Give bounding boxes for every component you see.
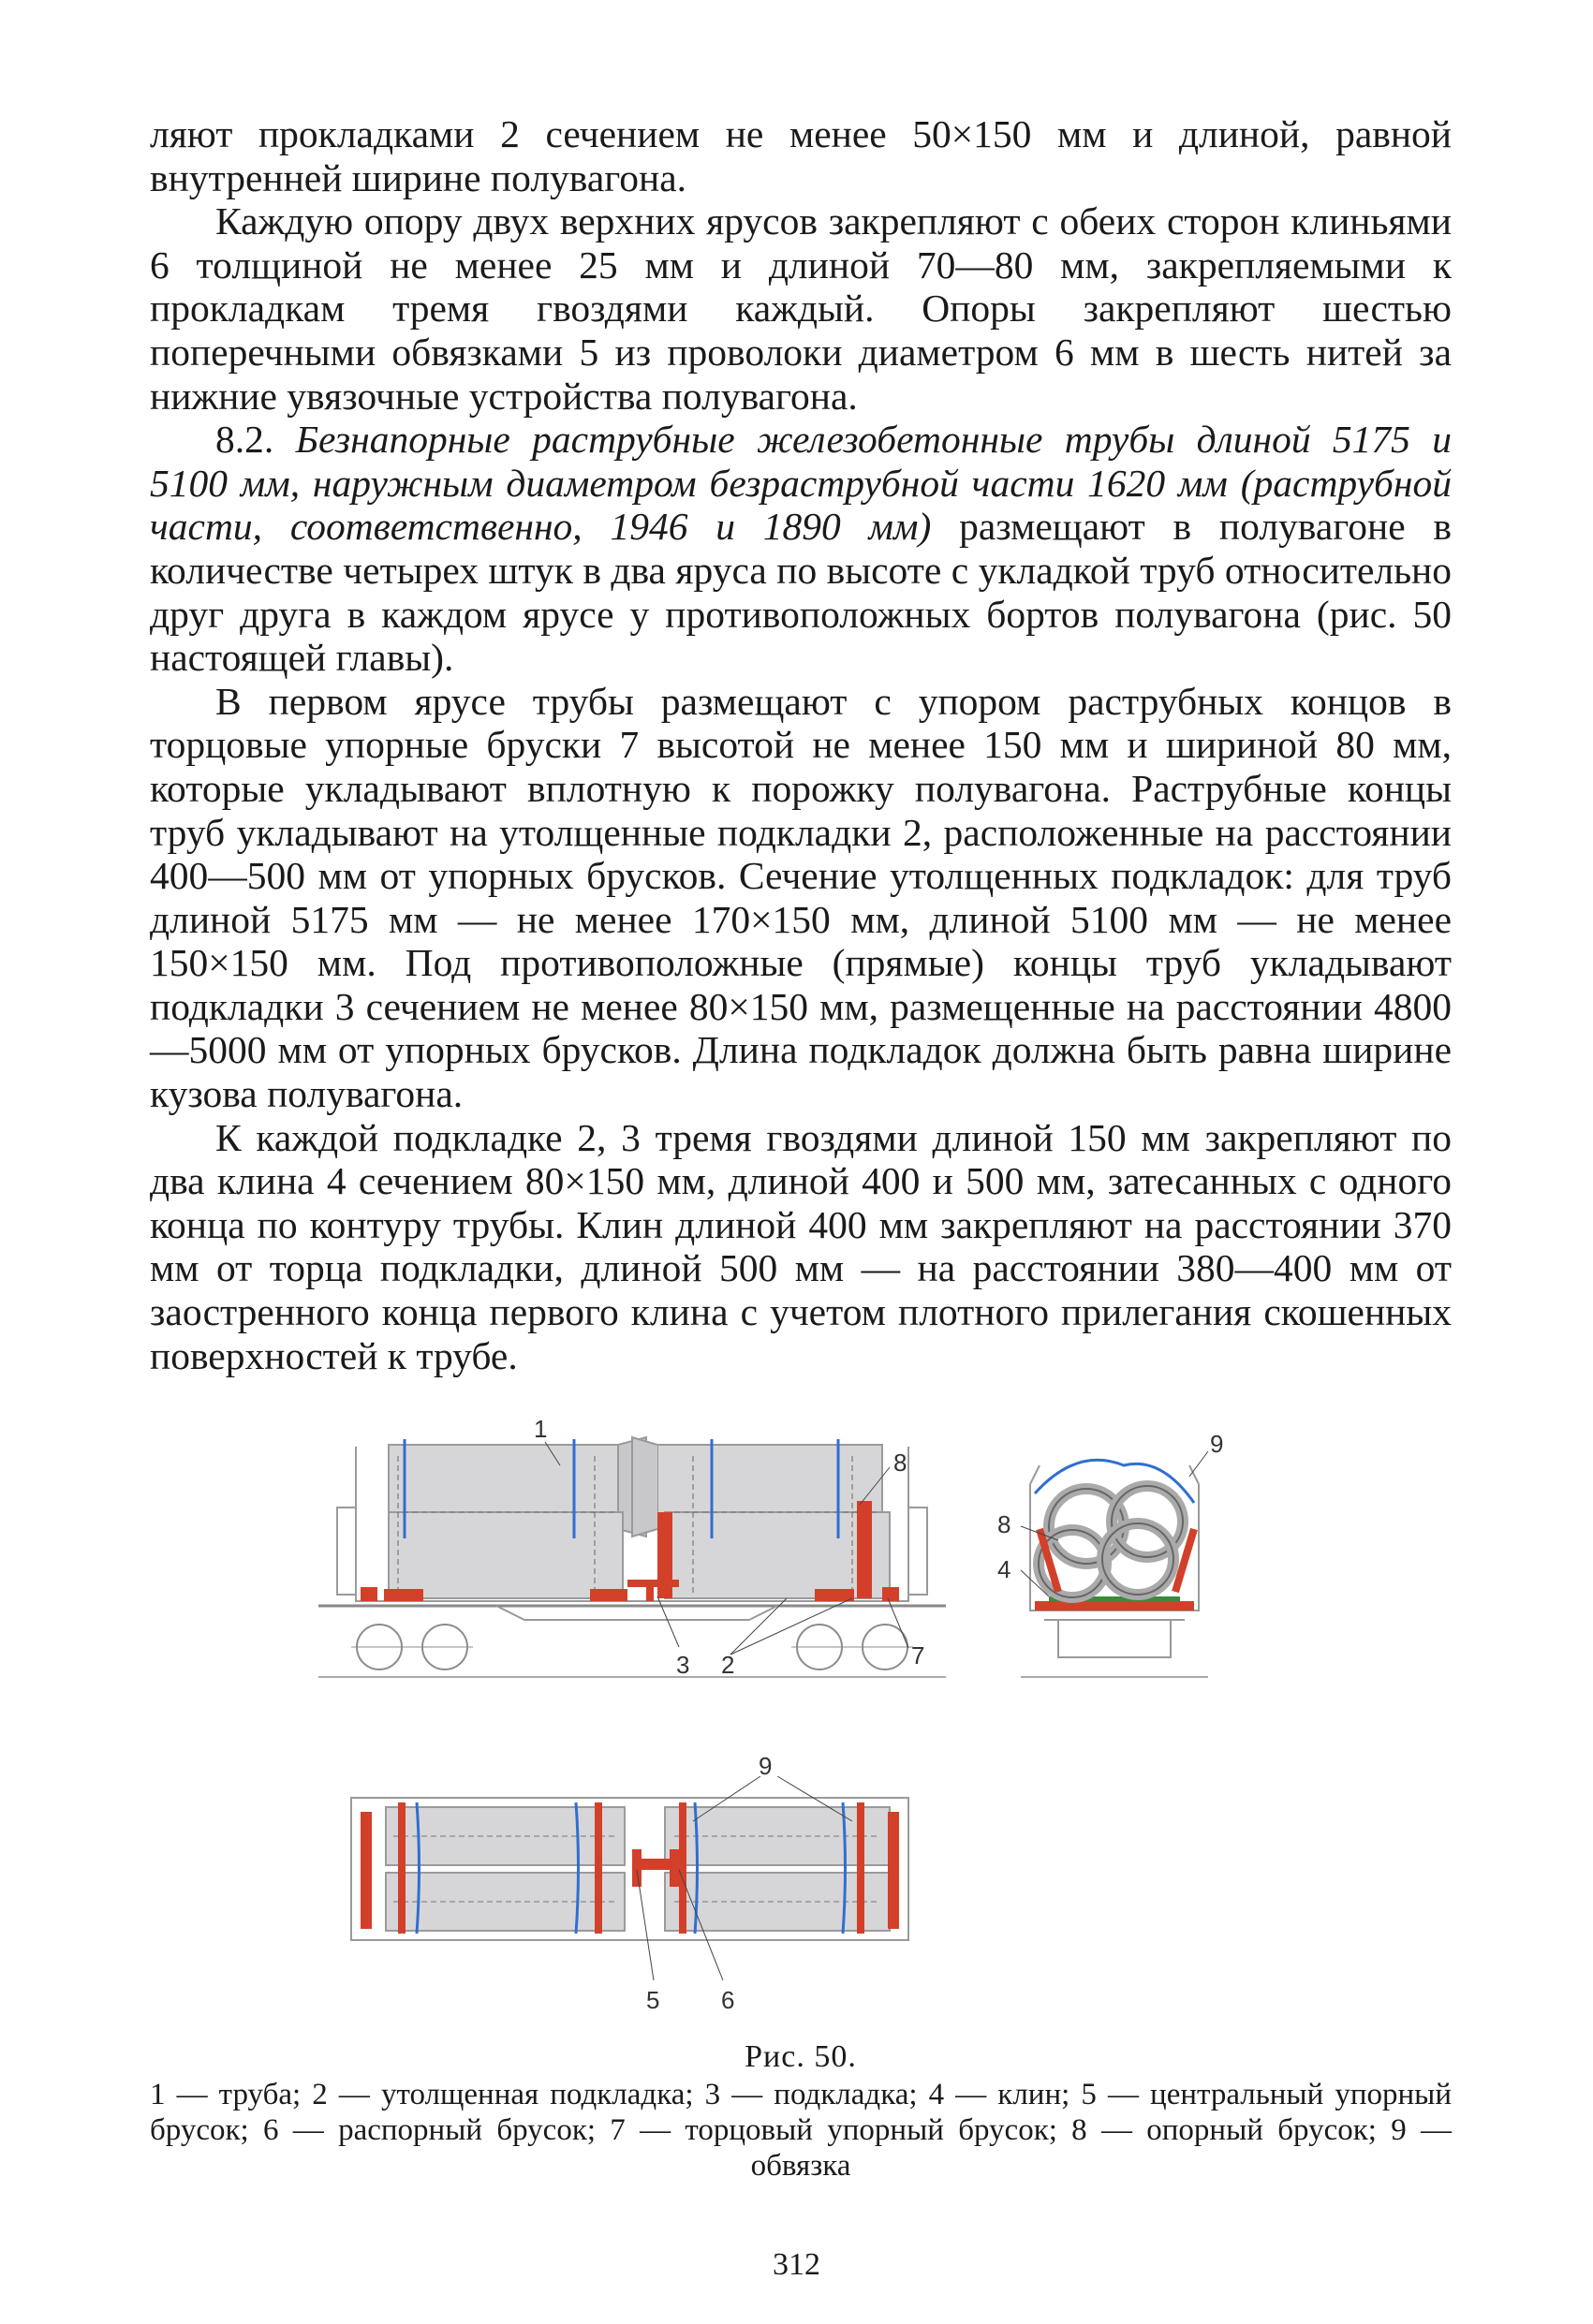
figure-caption <box>150 2039 1452 2184</box>
pipe-lower-left <box>389 1512 623 1598</box>
label-6: 6 <box>721 1986 735 2014</box>
label-1: 1 <box>534 1419 548 1443</box>
caption-title: Рис. 50. <box>745 2039 857 2074</box>
label-9-plan: 9 <box>759 1752 773 1780</box>
label-5: 5 <box>646 1986 660 2014</box>
label-8: 8 <box>893 1449 907 1477</box>
label-7: 7 <box>911 1641 925 1669</box>
paragraph-3-text: размещают в полувагоне в количестве четырех штук в два яруса по высоте с укладкой труб относительно друг друга в каждом ярусе у противоположных бортов полувагона (рис. 50 настоящей главы). <box>150 505 1452 680</box>
thick-sleeper <box>384 1589 423 1601</box>
plan-end-stop <box>361 1812 372 1929</box>
label-9-end: 9 <box>1210 1430 1224 1458</box>
end-view <box>997 1430 1223 1677</box>
label-4-end: 4 <box>997 1555 1011 1583</box>
end-stop-block <box>361 1587 377 1601</box>
plan-view <box>351 1752 908 2014</box>
pipe-lower-right <box>665 1512 890 1598</box>
section-number: 8.2. <box>215 418 274 462</box>
label-3: 3 <box>676 1651 690 1679</box>
paragraph-1: ляют прокладками 2 сечением не менее 50×150 мм и длиной, равной внутренней ширине полувагона. <box>150 112 1452 199</box>
sleeper <box>590 1589 627 1601</box>
caption-legend: 1 — труба; 2 — утолщенная подкладка; 3 — подкладка; 4 — клин; 5 — центральный упорный брусок; 6 — распорный брусок; 7 — торцовый упорный брусок; 8 — опорный брусок; 9 — обвязка <box>150 2078 1452 2183</box>
side-view <box>318 1419 946 1679</box>
paragraph-5: К каждой подкладке 2, 3 тремя гвоздями длиной 150 мм закрепляют по два клина 4 сечением 80×150 мм, длиной 400 и 500 мм, затесанных с одного конца по контуру трубы. Клин длиной 400 мм закрепляют на расстоянии 370 мм от торца подкладки, длиной 500 мм — на расстоянии 380—400 мм от заостренного конца первого клина с учетом плотного прилегания скошенных поверхностей к трубе. <box>150 1115 1452 1377</box>
label-2: 2 <box>721 1651 735 1679</box>
section-heading-italic: Безнапорные раструбные железобетонные трубы длиной 5175 и 5100 мм, наружным диаметром безраструбной части 1620 мм (раструбной части, соответственно, 1946 и 1890 мм) <box>150 418 1452 549</box>
label-8-end: 8 <box>997 1510 1011 1538</box>
plan-wire <box>417 1802 420 1934</box>
figure-drawing <box>309 1419 1246 2055</box>
paragraph-2: Каждую опору двух верхних ярусов закрепляют с обеих сторон клиньями 6 толщиной не менее 25 мм и длиной 70—80 мм, закрепляемыми к прокладкам тремя гвоздями каждый. Опоры закрепляют шестью поперечными обвязками 5 из проволоки диаметром 6 мм в шесть нитей за нижние увязочные устройства полувагона. <box>150 199 1452 418</box>
paragraph-4: В первом ярусе трубы размещают с упором раструбных концов в торцовые упорные бруски 7 высотой не менее 150 мм и шириной 80 мм, которые укладывают вплотную к порожку полувагона. Раструбные концы труб укладывают на утолщенные подкладки 2, расположенные на расстоянии 400—500 мм от упорных брусков. Сечение утолщенных подкладок: для труб длиной 5175 мм — не менее 170×150 мм, длиной 5100 мм — не менее 150×150 мм. Под противоположные (прямые) концы труб укладывают подкладки 3 сечением не менее 80×150 мм, размещенные на расстоянии 4800—5000 мм от упорных брусков. Длина подкладок должна быть равна ширине кузова полувагона. <box>150 679 1452 1116</box>
page-number: 312 <box>773 2247 820 2282</box>
figure-50 <box>309 1419 1246 2055</box>
body-text <box>150 112 1452 1377</box>
paragraph-3 <box>150 418 1452 680</box>
